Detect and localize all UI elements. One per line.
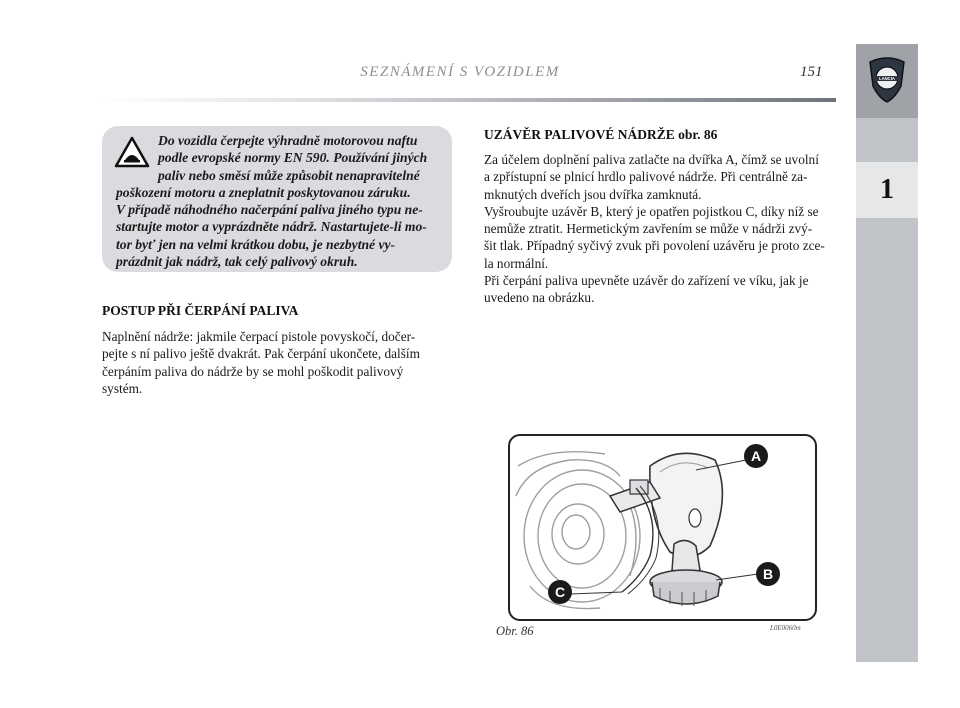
warning-text [116,132,444,270]
warning-line: podle evropské normy EN 590. Používání jiných [158,150,428,166]
warning-line: tor byť jen na velmi krátkou dobu, je nezbytné vy- [116,236,396,252]
fuel-cap-illustration [508,434,817,621]
paragraph-line: mknutých dveřích jsou dvířka zamknutá. [484,186,702,202]
header-rule [98,98,836,102]
warning-line: V případě náhodného načerpání paliva jiného typu ne- [116,202,423,218]
chapter-number: 1 [880,174,894,205]
paragraph-line: uvedeno na obrázku. [484,290,595,306]
paragraph-line: Naplnění nádrže: jakmile čerpací pistole povyskočí, dočer- [102,329,416,344]
fuel-cap-paragraph [484,151,836,307]
section-heading-fueling: POSTUP PŘI ČERPÁNÍ PALIVA [102,303,299,318]
paragraph-line: la normální. [484,255,549,271]
fuel-cap-drawing [510,436,815,619]
paragraph-line: Vyšroubujte uzávěr B, který je opatřen pojistkou C, díky níž se [484,203,819,219]
figure-caption: Obr. 86 [496,624,534,638]
running-head: SEZNÁMENÍ S VOZIDLEM [360,64,560,80]
figure-code: L0E0060m [770,624,801,632]
warning-triangle-icon [114,136,150,168]
warning-line: prázdnit jak nádrž, tak celý palivový okruh. [116,254,358,270]
paragraph-line: systém. [102,380,143,396]
paragraph-line: Za účelem doplnění paliva zatlačte na dvířka A, čímž se uvolní [484,152,819,167]
paragraph-line: čerpáním paliva do nádrže by se mohl poškodit palivový [102,363,404,379]
lancia-logo-icon [867,56,907,104]
page-number: 151 [800,64,823,80]
warning-line: paliv nebo směsí může způsobit nenapravitelné [158,167,420,183]
paragraph-line: a zpřístupní se plnicí hrdlo palivové nádrže. Při centrálně za- [484,169,808,185]
logo-text: LANCIA [879,76,895,81]
fueling-paragraph [102,328,454,397]
paragraph-line: Při čerpání paliva upevněte uzávěr do zařízení ve víku, jak je [484,273,809,289]
warning-line: poškození motoru a zneplatnit poskytovanou záruku. [116,184,411,200]
callout-c-label: C [554,584,566,600]
paragraph-line: pejte s ní palivo ještě dvakrát. Pak čerpání ukončete, dalším [102,346,420,362]
warning-box [102,126,452,272]
warning-line: startujte motor a vyprázdněte nádrž. Nastartujete-li mo- [116,219,427,235]
paragraph-line: nemůže ztratit. Hermetickým zavřením se může v nádrži zvý- [484,221,813,237]
callout-a-label: A [750,448,762,464]
chapter-box [856,162,918,218]
section-heading-fuel-cap: UZÁVĚR PALIVOVÉ NÁDRŽE obr. 86 [484,127,718,142]
chapter-side-tab [856,44,918,662]
paragraph-line: šit tlak. Případný syčivý zvuk při povolení uzávěru je proto zce- [484,238,825,254]
callout-b-label: B [762,566,774,582]
logo-box [856,44,918,118]
warning-line: Do vozidla čerpejte výhradně motorovou naftu [158,133,418,148]
